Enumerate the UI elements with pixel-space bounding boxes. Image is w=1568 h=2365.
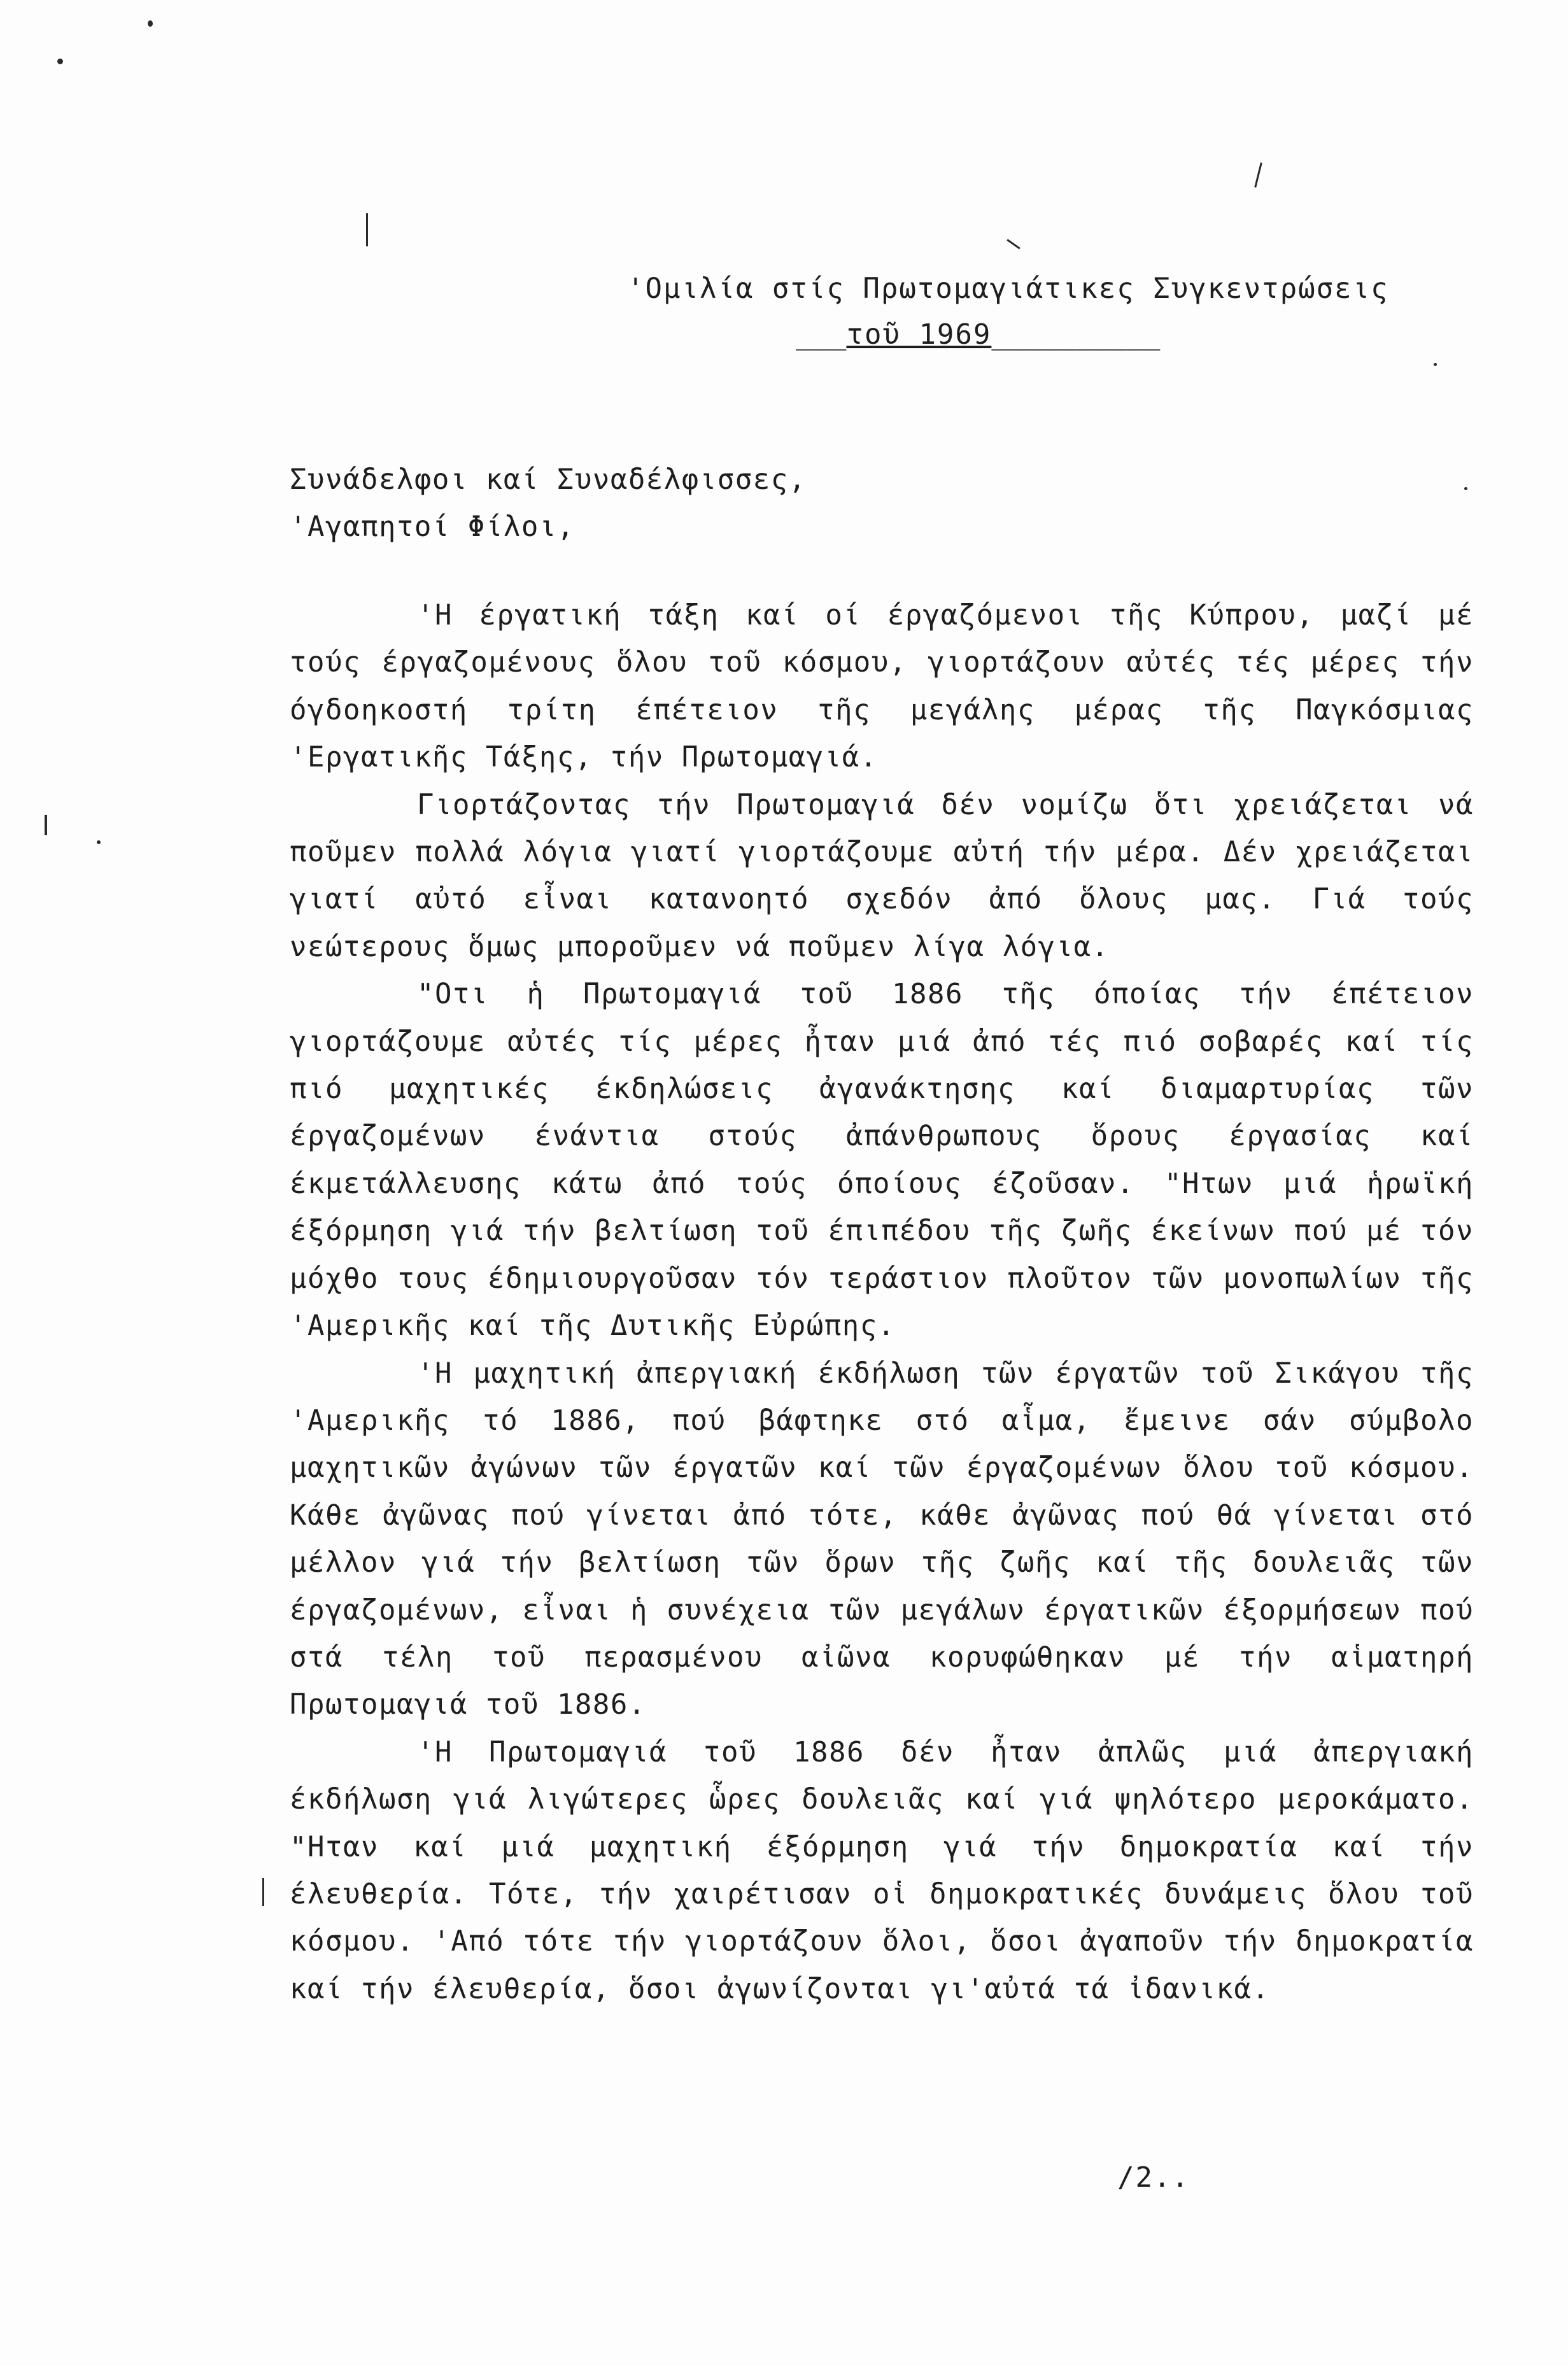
scan-speck <box>57 59 63 64</box>
paragraph: Γιορτάζοντας τήν Πρωτομαγιά δέν νομίζω ὅτι χρειάζεται νά ποῦμεν πολλά λόγια γιατί γιορτάζουμε αὐτή τήν μέρα. Δέν χρειάζεται γιατί αὐτό εἶναι κατανοητό σχεδόν ἀπό ὅλους μας. Γιά τούς νεώτερους ὅμως μποροῦμεν νά ποῦμεν λίγα λόγια. <box>290 788 1474 963</box>
scan-mark <box>45 815 47 835</box>
scan-speck <box>148 20 153 27</box>
document-subtitle: ___τοῦ 1969__________ <box>796 318 1161 351</box>
scan-mark <box>1254 162 1262 188</box>
scan-speck <box>97 840 101 844</box>
scan-mark <box>366 213 368 246</box>
scan-mark <box>262 1878 264 1906</box>
page-number: /2.. <box>1117 2161 1190 2194</box>
scan-mark <box>1006 239 1020 249</box>
paragraph: 'Η έργατική τάξη καί οί έργαζόμενοι τῆς Κύπρου, μαζί μέ τούς έργαζομένους ὅλου τοῦ κόσμου, γιορτάζουν αὐτές τές μέρες τήν όγδοηκοστή τρίτη έπέτειον τῆς μεγάλης μέρας τῆς Παγκόσμιας 'Εργατικῆς Τάξης, τήν Πρωτομαγιά. <box>290 599 1474 774</box>
paragraph: "Οτι ἡ Πρωτομαγιά τοῦ 1886 τῆς όποίας τήν έπέτειον γιορτάζουμε αὐτές τίς μέρες ἦταν μιά ἀπό τές πιό σοβαρές καί τίς πιό μαχητικές έκδηλώσεις ἀγανάκτησης καί διαμαρτυρίας τῶν έργαζομένων ένάντια στούς ἀπάνθρωπους ὅρους έργασίας καί έκμετάλλευσης κάτω ἀπό τούς όποίους έζοῦσαν. "Ητων μιά ἡρωϊκή έξόρμηση γιά τήν βελτίωση τοῦ έπιπέδου τῆς ζωῆς έκείνων πού μέ τόν μόχθο τους έδημιουργοῦσαν τόν τεράστιον πλοῦτον τῶν μονοπωλίων τῆς 'Αμερικῆς καί τῆς Δυτικῆς Εὐρώπης. <box>290 978 1474 1343</box>
scan-speck <box>1434 363 1437 366</box>
scan-speck <box>1464 487 1467 490</box>
letter-body <box>290 592 1474 2013</box>
salutation-line-1: Συνάδελφοι καί Συναδέλφισσες, <box>290 463 807 496</box>
paragraph: 'Η Πρωτομαγιά τοῦ 1886 δέν ἦταν ἀπλῶς μιά ἀπεργιακή έκδήλωση γιά λιγώτερες ὧρες δουλειᾶς καί γιά ψηλότερο μεροκάματο. "Ηταν καί μιά μαχητική έξόρμηση γιά τήν δημοκρατία καί τήν έλευθερία. Τότε, τήν χαιρέτισαν οἱ δημοκρατικές δυνάμεις ὅλου τοῦ κόσμου. 'Από τότε τήν γιορτάζουν ὅλοι, ὅσοι ἀγαποῦν τήν δημοκρατία καί τήν έλευθερία, ὅσοι ἀγωνίζονται γι'αὐτά τά ἰδανικά. <box>290 1735 1474 2005</box>
document-title: 'Ομιλία στίς Πρωτομαγιάτικες Συγκεντρώσεις <box>627 272 1389 305</box>
salutation-line-2: 'Αγαπητοί Φίλοι, <box>290 511 575 543</box>
paragraph: 'Η μαχητική ἀπεργιακή έκδήλωση τῶν έργατῶν τοῦ Σικάγου τῆς 'Αμερικῆς τό 1886, πού βάφτηκε στό αἷμα, ἔμεινε σάν σύμβολο μαχητικῶν ἀγώνων τῶν έργατῶν καί τῶν έργαζομένων ὅλου τοῦ κόσμου. Κάθε ἀγῶνας πού γίνεται ἀπό τότε, κάθε ἀγῶνας πού θά γίνεται στό μέλλον γιά τήν βελτίωση τῶν ὅρων τῆς ζωῆς καί τῆς δουλειᾶς τῶν έργαζομένων, εἶναι ἡ συνέχεια τῶν μεγάλων έργατικῶν έξορμήσεων πού στά τέλη τοῦ περασμένου αἰῶνα κορυφώθηκαν μέ τήν αἱματηρή Πρωτομαγιά τοῦ 1886. <box>290 1357 1474 1721</box>
